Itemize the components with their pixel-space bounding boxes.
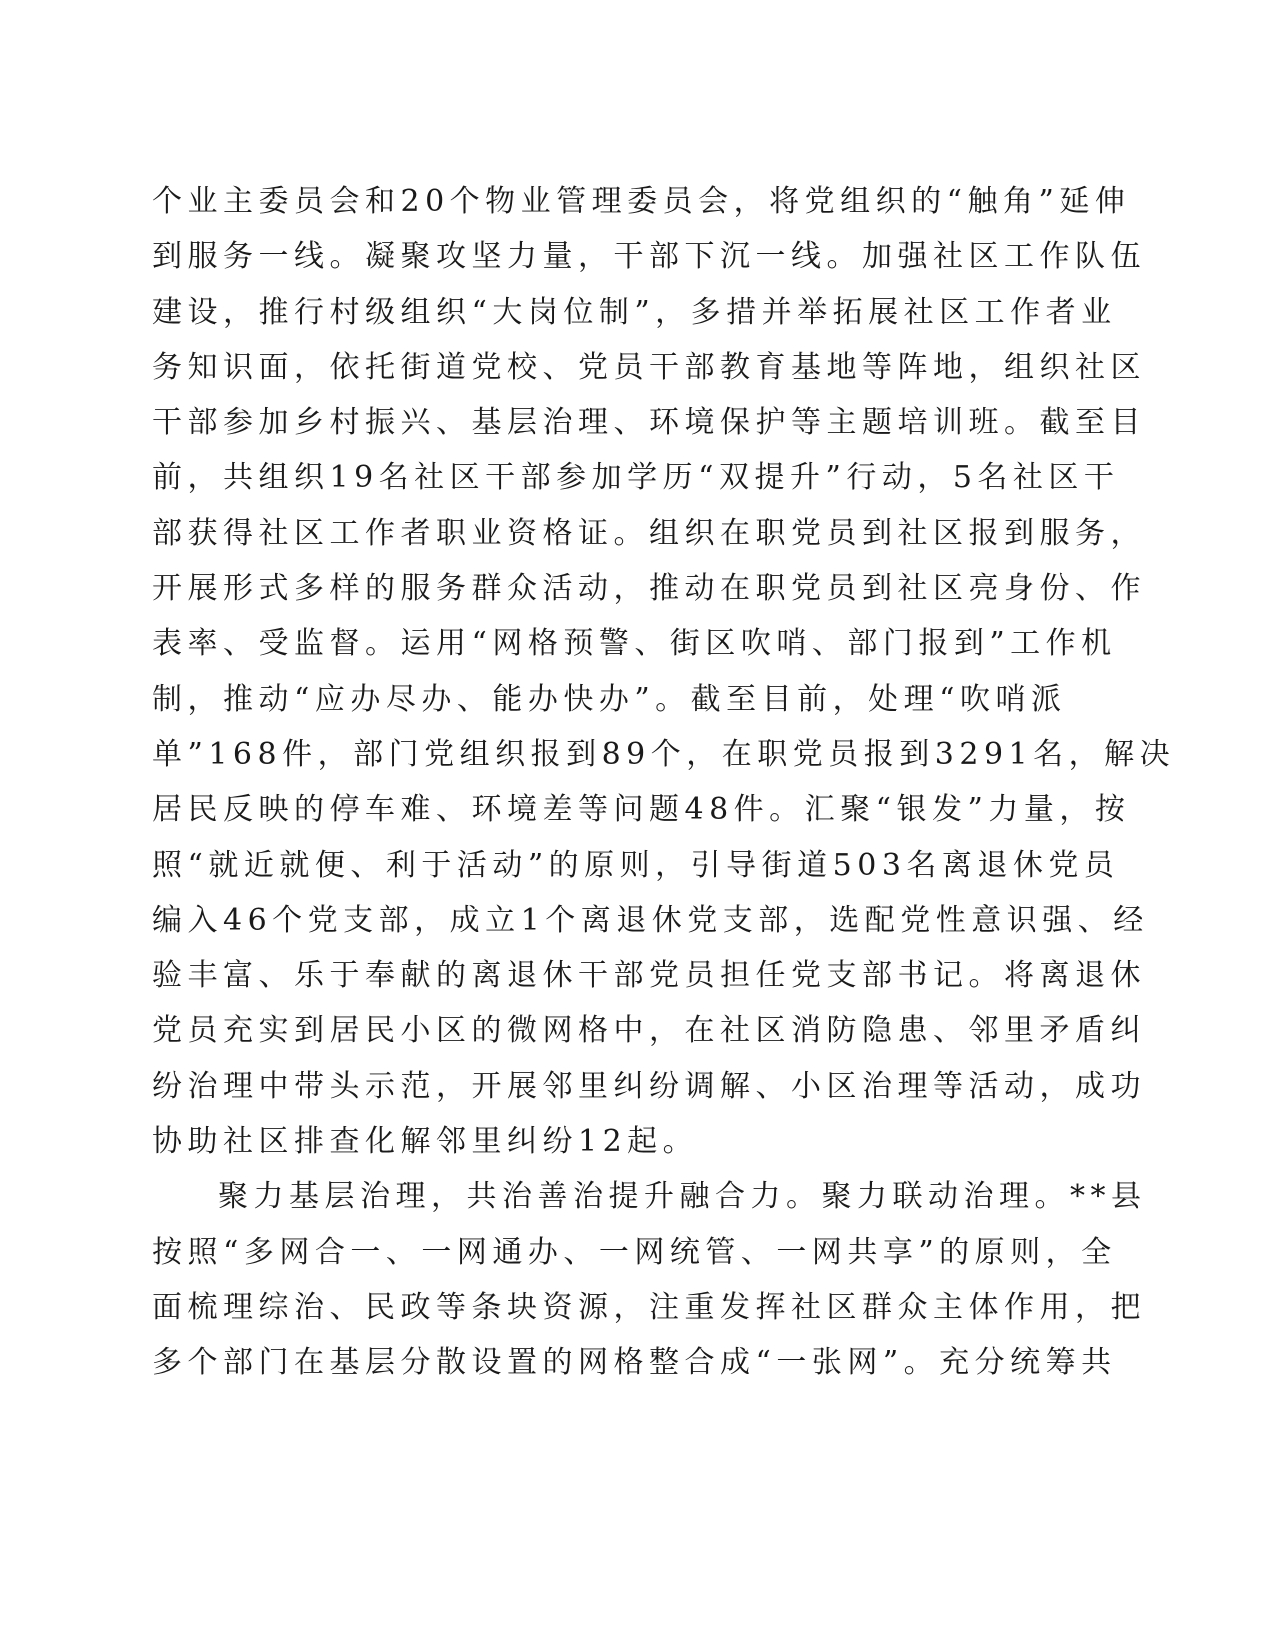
text-line: 建设，推行村级组织“大岗位制”，多措并举拓展社区工作者业 bbox=[152, 294, 1117, 330]
body-text bbox=[152, 174, 1176, 1391]
text-line: 单”168件，部门党组织报到89个，在职党员报到3291名，解决 bbox=[152, 736, 1176, 772]
text-line: 务知识面，依托街道党校、党员干部教育基地等阵地，组织社区 bbox=[152, 349, 1146, 385]
text-line: 前，共组织19名社区干部参加学历“双提升”行动，5名社区干 bbox=[152, 460, 1120, 496]
text-line: 部获得社区工作者职业资格证。组织在职党员到社区报到服务， bbox=[152, 515, 1146, 551]
text-line: 制，推动“应办尽办、能办快办”。截至目前，处理“吹哨派 bbox=[152, 681, 1067, 717]
text-line: 按照“多网合一、一网通办、一网统管、一网共享”的原则，全 bbox=[152, 1234, 1117, 1270]
text-line: 验丰富、乐于奉献的离退休干部党员担任党支部书记。将离退休 bbox=[152, 958, 1146, 994]
text-line: 干部参加乡村振兴、基层治理、环境保护等主题培训班。截至目 bbox=[152, 405, 1146, 441]
text-line: 党员充实到居民小区的微网格中，在社区消防隐患、邻里矛盾纠 bbox=[152, 1013, 1146, 1049]
text-line: 协助社区排查化解邻里纠纷12起。 bbox=[152, 1124, 699, 1160]
text-line: 纷治理中带头示范，开展邻里纠纷调解、小区治理等活动，成功 bbox=[152, 1068, 1146, 1104]
text-line: 开展形式多样的服务群众活动，推动在职党员到社区亮身份、作 bbox=[152, 571, 1146, 607]
text-line: 多个部门在基层分散设置的网格整合成“一张网”。充分统筹共 bbox=[152, 1345, 1117, 1381]
paragraph-first-line: 聚力基层治理，共治善治提升融合力。聚力联动治理。**县 bbox=[218, 1179, 1147, 1215]
text-line: 个业主委员会和20个物业管理委员会，将党组织的“触角”延伸 bbox=[152, 184, 1131, 219]
text-line: 面梳理综治、民政等条块资源，注重发挥社区群众主体作用，把 bbox=[152, 1289, 1146, 1325]
text-line: 编入46个党支部，成立1个离退休党支部，选配党性意识强、经 bbox=[152, 902, 1149, 938]
text-line: 居民反映的停车难、环境差等问题48件。汇聚“银发”力量，按 bbox=[152, 792, 1131, 828]
text-line: 表率、受监督。运用“网格预警、街区吹哨、部门报到”工作机 bbox=[152, 626, 1117, 662]
text-line: 照“就近就便、利于活动”的原则，引导街道503名离退休党员 bbox=[152, 847, 1120, 883]
text-line: 到服务一线。凝聚攻坚力量，干部下沉一线。加强社区工作队伍 bbox=[152, 239, 1146, 275]
